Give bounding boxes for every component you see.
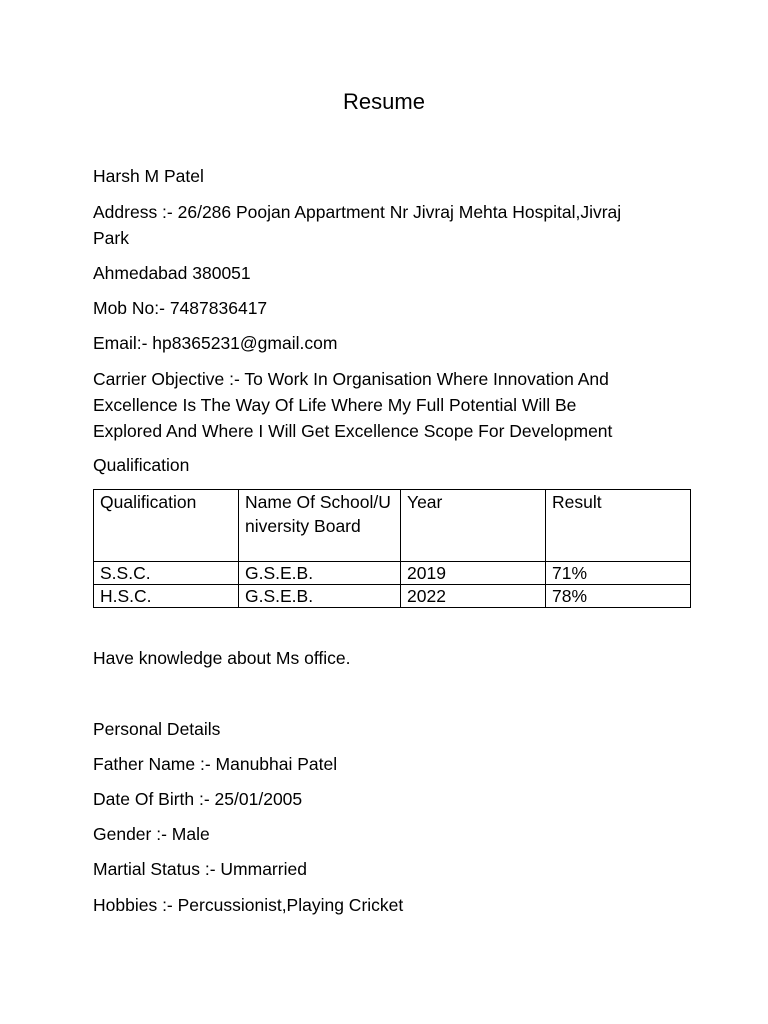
qualification-table <box>93 489 691 608</box>
email-line: Email:- hp8365231@gmail.com <box>93 333 338 353</box>
document-title: Resume <box>343 89 425 114</box>
header-cell-result: Result <box>546 490 691 562</box>
qualification-heading: Qualification <box>93 455 190 475</box>
mobile-line: Mob No:- 7487836417 <box>93 298 268 318</box>
cell-year: 2022 <box>401 585 546 608</box>
cell-result: 78% <box>546 585 691 608</box>
objective-line-2: Excellence Is The Way Of Life Where My Full Potential Will Be <box>93 395 577 415</box>
skills-line: Have knowledge about Ms office. <box>93 648 351 668</box>
objective-line-1: Carrier Objective :- To Work In Organisation Where Innovation And <box>93 369 609 389</box>
header-cell-qualification: Qualification <box>94 490 239 562</box>
objective-line-3: Explored And Where I Will Get Excellence Scope For Development <box>93 421 613 441</box>
personal-details-heading: Personal Details <box>93 719 221 739</box>
cell-board: G.S.E.B. <box>239 562 401 585</box>
hobbies-line: Hobbies :- Percussionist,Playing Cricket <box>93 895 404 915</box>
cell-qualification: H.S.C. <box>94 585 239 608</box>
marital-status-line: Martial Status :- Ummarried <box>93 859 307 879</box>
cell-board: G.S.E.B. <box>239 585 401 608</box>
header-cell-school: Name Of School/University Board <box>239 490 401 562</box>
father-name-line: Father Name :- Manubhai Patel <box>93 754 338 774</box>
table-row <box>94 562 691 585</box>
cell-year: 2019 <box>401 562 546 585</box>
address-line-2: Park <box>93 228 129 248</box>
header-cell-year: Year <box>401 490 546 562</box>
address-line-1: Address :- 26/286 Poojan Appartment Nr Jivraj Mehta Hospital,Jivraj <box>93 202 622 222</box>
candidate-name: Harsh M Patel <box>93 166 204 186</box>
table-header-row <box>94 490 691 562</box>
cell-qualification: S.S.C. <box>94 562 239 585</box>
date-of-birth-line: Date Of Birth :- 25/01/2005 <box>93 789 303 809</box>
city-line: Ahmedabad 380051 <box>93 263 251 283</box>
cell-result: 71% <box>546 562 691 585</box>
gender-line: Gender :- Male <box>93 824 210 844</box>
table-row <box>94 585 691 608</box>
